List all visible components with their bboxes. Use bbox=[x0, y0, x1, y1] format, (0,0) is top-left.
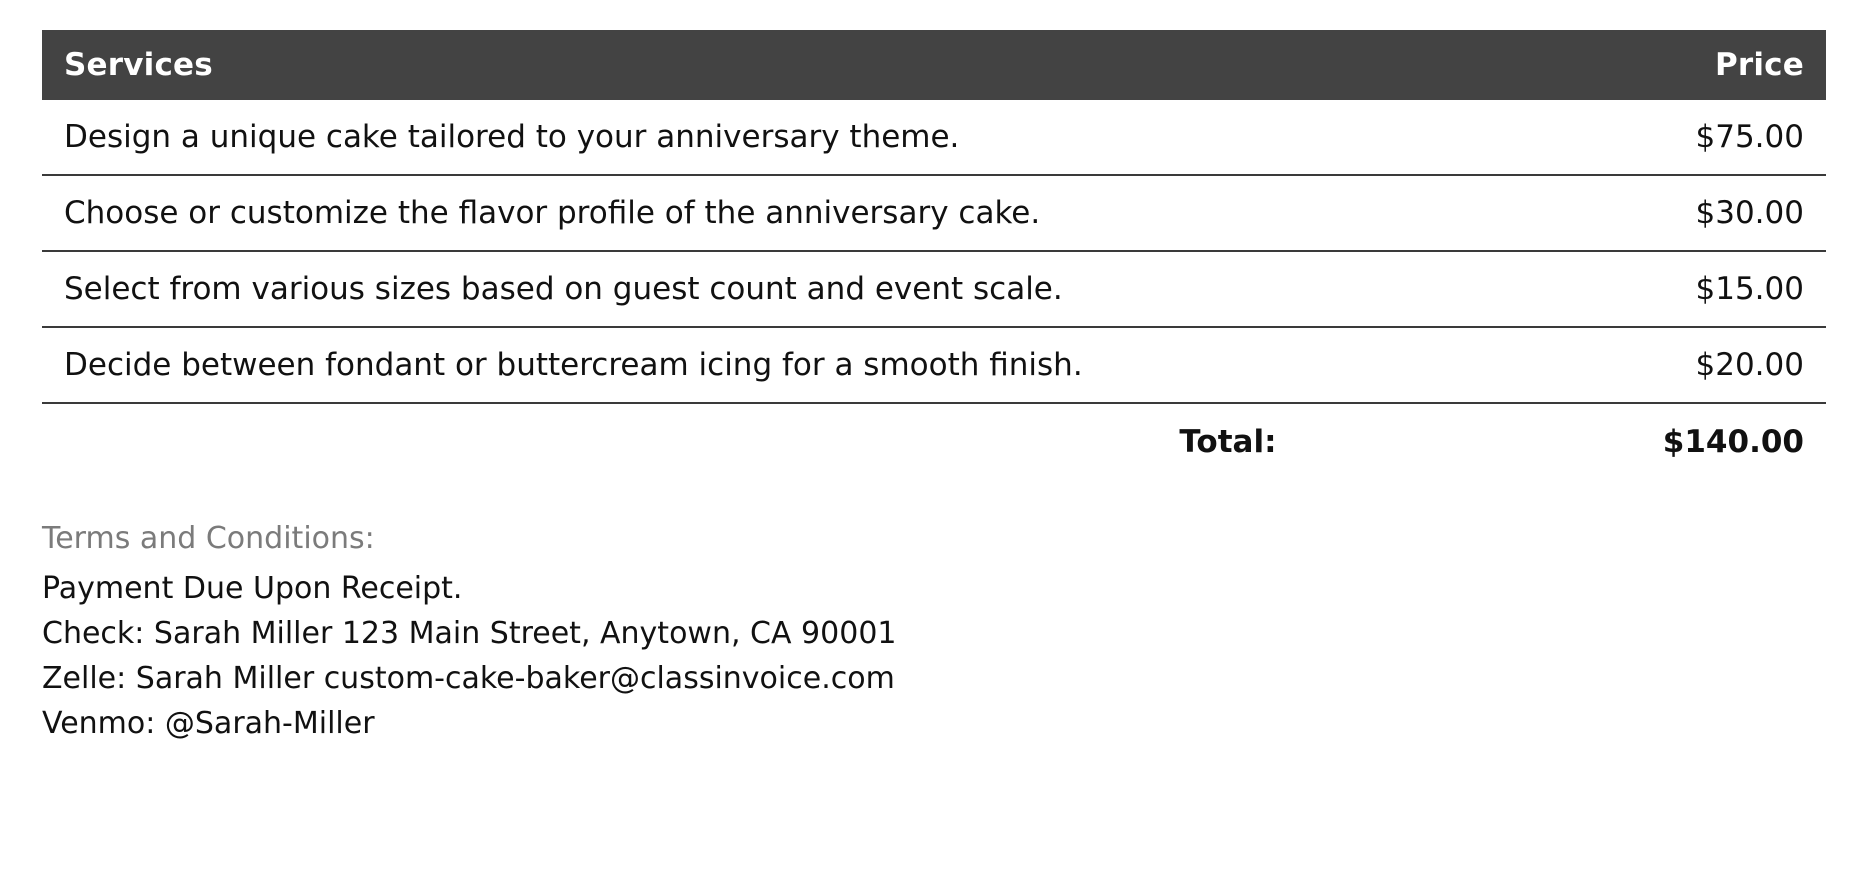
terms-line-check: Check: Sarah Miller 123 Main Street, Anytown, CA 90001 bbox=[42, 616, 897, 651]
terms-and-conditions-section bbox=[42, 521, 1826, 746]
total-value: $140.00 bbox=[1662, 424, 1804, 460]
table-header bbox=[42, 30, 1826, 100]
service-description: Decide between fondant or buttercream icing for a smooth finish. bbox=[42, 327, 1326, 403]
table-row bbox=[42, 175, 1826, 251]
table-body bbox=[42, 100, 1826, 479]
service-description: Choose or customize the flavor profile of the anniversary cake. bbox=[42, 175, 1326, 251]
service-price: $20.00 bbox=[1326, 327, 1826, 403]
table-row bbox=[42, 327, 1826, 403]
service-price: $15.00 bbox=[1326, 251, 1826, 327]
terms-line-zelle: Zelle: Sarah Miller custom-cake-baker@classinvoice.com bbox=[42, 661, 895, 696]
total-label: Total: bbox=[1179, 424, 1277, 460]
column-header-price: Price bbox=[1326, 30, 1826, 100]
total-row bbox=[42, 403, 1826, 479]
table-row bbox=[42, 251, 1826, 327]
table-header-row bbox=[42, 30, 1826, 100]
service-description: Design a unique cake tailored to your anniversary theme. bbox=[42, 100, 1326, 175]
service-price: $75.00 bbox=[1326, 100, 1826, 175]
table-row bbox=[42, 100, 1826, 175]
services-price-table bbox=[42, 30, 1826, 479]
service-price: $30.00 bbox=[1326, 175, 1826, 251]
terms-title: Terms and Conditions: bbox=[42, 521, 375, 556]
column-header-services: Services bbox=[42, 30, 1326, 100]
terms-line-payment: Payment Due Upon Receipt. bbox=[42, 571, 463, 606]
service-description: Select from various sizes based on guest count and event scale. bbox=[42, 251, 1326, 327]
terms-line-venmo: Venmo: @Sarah-Miller bbox=[42, 706, 375, 741]
